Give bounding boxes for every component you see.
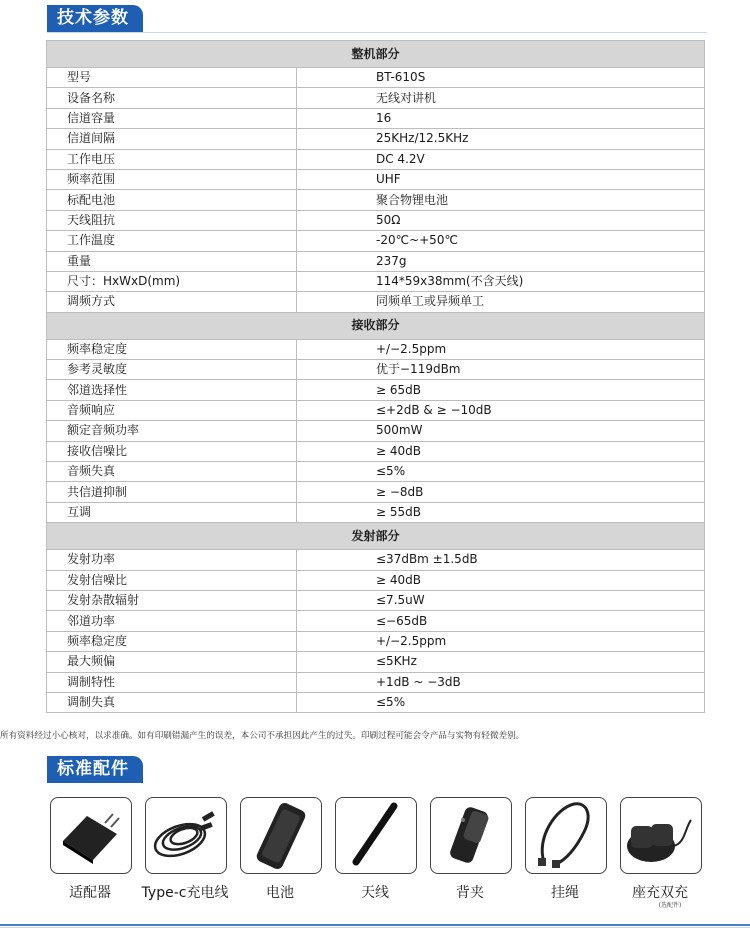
spec-value: 同频单工或异频单工: [297, 292, 705, 312]
adapter-icon: [51, 798, 131, 873]
spec-row: [47, 550, 705, 570]
spec-key: 音频响应: [47, 400, 297, 420]
spec-key: 参考灵敏度: [47, 360, 297, 380]
spec-row: [47, 441, 705, 461]
spec-key: 发射信噪比: [47, 570, 297, 590]
accessory-card-charger: [620, 797, 702, 874]
spec-row: [47, 129, 705, 149]
disclaimer-text: 所有资料经过小心核对，以求准确。如有印刷错漏产生的误差，本公司不承担因此产生的过失。印刷过程可能会令产品与实物有轻微差别。: [0, 731, 525, 741]
spec-value: 聚合物锂电池: [297, 190, 705, 210]
spec-row: [47, 169, 705, 189]
accessory-label-clip: 背夹: [456, 885, 484, 901]
accessory-card-antenna: [335, 797, 417, 874]
footer-divider: [0, 924, 750, 926]
spec-value: 237g: [297, 251, 705, 271]
spec-key: 工作温度: [47, 231, 297, 251]
divider: [47, 32, 707, 33]
spec-row: [47, 339, 705, 359]
accessories-title: 标准配件: [47, 756, 143, 783]
spec-key: 调频方式: [47, 292, 297, 312]
tech-spec-title: 技术参数: [47, 5, 143, 32]
spec-value: +/−2.5ppm: [297, 339, 705, 359]
spec-key: 标配电池: [47, 190, 297, 210]
spec-key: 重量: [47, 251, 297, 271]
spec-key: 型号: [47, 68, 297, 88]
spec-row: [47, 421, 705, 441]
spec-key: 设备名称: [47, 88, 297, 108]
spec-value: +/−2.5ppm: [297, 631, 705, 651]
spec-key: 最大频偏: [47, 652, 297, 672]
spec-row: [47, 360, 705, 380]
spec-value: ≤+2dB & ≥ −10dB: [297, 400, 705, 420]
spec-value: ≥ 40dB: [297, 441, 705, 461]
accessory-card-lanyard: [525, 797, 607, 874]
spec-row: [47, 292, 705, 312]
accessory-card-clip: [430, 797, 512, 874]
accessory-label-antenna: 天线: [361, 885, 389, 901]
spec-row: [47, 652, 705, 672]
group-header: 接收部分: [47, 312, 705, 339]
spec-row: [47, 482, 705, 502]
accessory-optional-note: (选配件): [658, 902, 682, 909]
battery-icon: [241, 798, 321, 873]
accessory-label-cable: Type-c充电线: [141, 885, 229, 901]
spec-key: 信道容量: [47, 108, 297, 128]
spec-key: 互调: [47, 502, 297, 522]
belt-clip-icon: [431, 798, 511, 873]
group-header: 发射部分: [47, 523, 705, 550]
spec-value: ≤37dBm ±1.5dB: [297, 550, 705, 570]
spec-value: 50Ω: [297, 210, 705, 230]
spec-value: ≤7.5uW: [297, 590, 705, 610]
spec-row: [47, 570, 705, 590]
spec-key: 调制特性: [47, 672, 297, 692]
spec-table: [46, 40, 705, 713]
spec-value: ≤5%: [297, 692, 705, 712]
spec-value: 114*59x38mm(不含天线): [297, 271, 705, 291]
spec-row: [47, 108, 705, 128]
spec-key: 邻道功率: [47, 611, 297, 631]
spec-value: 无线对讲机: [297, 88, 705, 108]
spec-row: [47, 190, 705, 210]
spec-key: 天线阻抗: [47, 210, 297, 230]
spec-value: -20℃~+50℃: [297, 231, 705, 251]
spec-value: ≤5%: [297, 462, 705, 482]
dual-charger-icon: [621, 798, 701, 873]
spec-value: BT-610S: [297, 68, 705, 88]
spec-row: [47, 631, 705, 651]
spec-key: 尺寸：HxWxD(mm): [47, 271, 297, 291]
spec-value: ≤5KHz: [297, 652, 705, 672]
spec-row: [47, 590, 705, 610]
spec-row: [47, 88, 705, 108]
spec-row: [47, 611, 705, 631]
spec-value: ≥ −8dB: [297, 482, 705, 502]
spec-row: [47, 251, 705, 271]
spec-value: 优于−119dBm: [297, 360, 705, 380]
spec-value: ≥ 40dB: [297, 570, 705, 590]
spec-key: 音频失真: [47, 462, 297, 482]
spec-value: ≥ 65dB: [297, 380, 705, 400]
spec-row: [47, 462, 705, 482]
spec-key: 频率稳定度: [47, 339, 297, 359]
group-header-row: [47, 312, 705, 339]
spec-row: [47, 692, 705, 712]
lanyard-icon: [526, 798, 606, 873]
accessory-card-battery: [240, 797, 322, 874]
group-header: 整机部分: [47, 41, 705, 68]
group-header-row: [47, 523, 705, 550]
spec-row: [47, 149, 705, 169]
spec-row: [47, 68, 705, 88]
spec-key: 发射杂散辐射: [47, 590, 297, 610]
spec-row: [47, 672, 705, 692]
usb-cable-icon: [146, 798, 226, 873]
spec-key: 共信道抑制: [47, 482, 297, 502]
spec-value: ≥ 55dB: [297, 502, 705, 522]
spec-value: UHF: [297, 169, 705, 189]
spec-key: 额定音频功率: [47, 421, 297, 441]
spec-key: 信道间隔: [47, 129, 297, 149]
spec-value: 25KHz/12.5KHz: [297, 129, 705, 149]
accessory-card-cable: [145, 797, 227, 874]
spec-value: 16: [297, 108, 705, 128]
spec-key: 调制失真: [47, 692, 297, 712]
footer-divider-thin: [0, 927, 750, 928]
spec-row: [47, 210, 705, 230]
spec-key: 工作电压: [47, 149, 297, 169]
accessory-label-charger: 座充双充: [632, 885, 688, 901]
spec-key: 频率稳定度: [47, 631, 297, 651]
spec-row: [47, 231, 705, 251]
spec-key: 邻道选择性: [47, 380, 297, 400]
group-header-row: [47, 41, 705, 68]
antenna-icon: [336, 798, 416, 873]
spec-value: ≤−65dB: [297, 611, 705, 631]
spec-key: 频率范围: [47, 169, 297, 189]
spec-key: 接收信噪比: [47, 441, 297, 461]
spec-row: [47, 271, 705, 291]
spec-row: [47, 400, 705, 420]
spec-key: 发射功率: [47, 550, 297, 570]
accessory-label-battery: 电池: [266, 885, 294, 901]
spec-row: [47, 502, 705, 522]
accessory-label-lanyard: 挂绳: [551, 885, 579, 901]
spec-row: [47, 380, 705, 400]
spec-value: +1dB ~ −3dB: [297, 672, 705, 692]
accessory-label-adapter: 适配器: [69, 885, 111, 901]
spec-value: 500mW: [297, 421, 705, 441]
spec-value: DC 4.2V: [297, 149, 705, 169]
accessory-card-adapter: [50, 797, 132, 874]
